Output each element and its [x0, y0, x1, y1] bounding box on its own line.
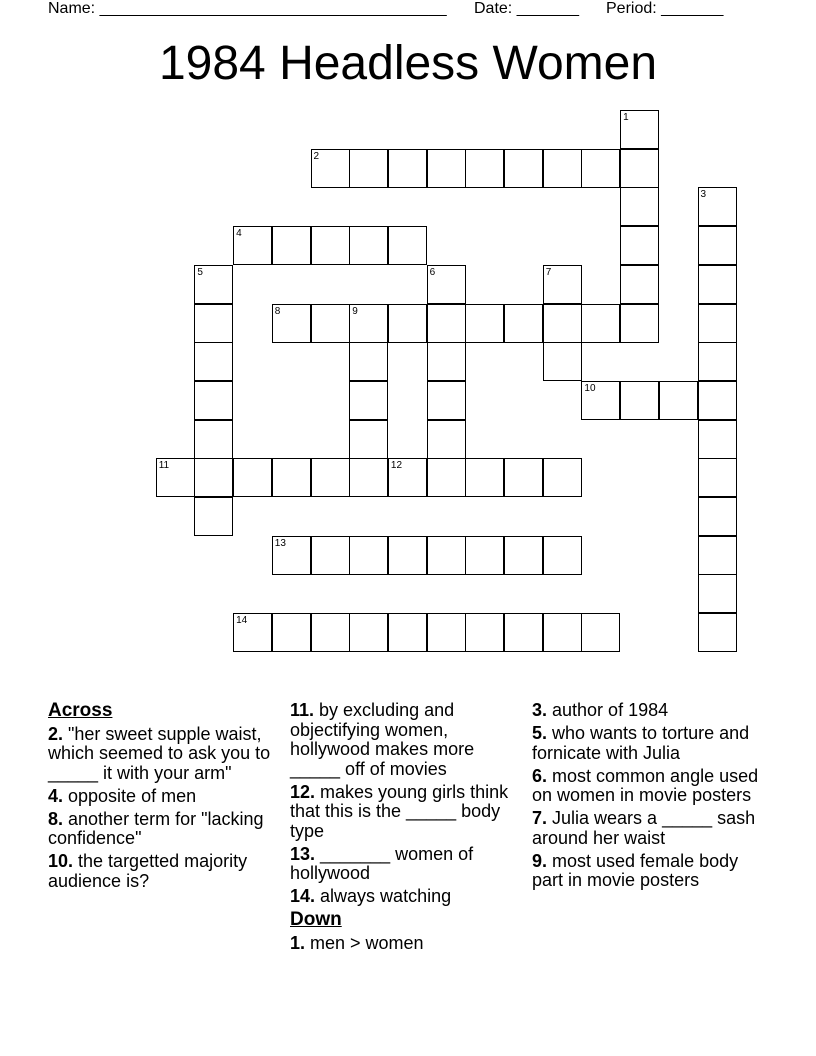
grid-cell[interactable] — [581, 149, 620, 188]
grid-cell[interactable] — [465, 613, 504, 652]
cell-number: 9 — [352, 305, 358, 317]
clue-text: author of 1984 — [547, 700, 669, 720]
cell-number: 4 — [236, 228, 242, 240]
clue-across-11 — [290, 701, 518, 779]
clue-across-4 — [48, 787, 276, 807]
grid-cell[interactable] — [349, 381, 388, 420]
grid-cell[interactable] — [272, 613, 311, 652]
grid-cell[interactable] — [349, 342, 388, 381]
grid-cell[interactable] — [427, 149, 466, 188]
clue-number: 10. — [48, 851, 74, 871]
across-heading: Across — [48, 700, 113, 721]
grid-cell[interactable] — [698, 187, 737, 226]
cell-number: 14 — [236, 615, 248, 627]
cell-number: 2 — [313, 150, 320, 162]
grid-cell[interactable] — [427, 613, 466, 652]
grid-cell[interactable] — [427, 342, 466, 381]
grid-cell[interactable] — [504, 304, 543, 343]
grid-cell[interactable] — [427, 265, 466, 304]
grid-cell[interactable] — [543, 342, 582, 381]
grid-cell[interactable] — [194, 420, 233, 459]
grid-cell[interactable] — [698, 381, 737, 420]
clue-number: 9. — [532, 850, 548, 871]
clue-number: 7. — [532, 808, 548, 828]
grid-cell[interactable] — [504, 613, 543, 652]
clue-text: _______ women of hollywood — [290, 843, 474, 883]
clue-number: 5. — [532, 723, 548, 743]
clue-across-12 — [290, 783, 518, 842]
grid-cell[interactable] — [388, 458, 427, 497]
grid-cell[interactable] — [504, 458, 543, 497]
grid-cell[interactable] — [388, 536, 427, 575]
grid-cell[interactable] — [620, 381, 659, 420]
grid-cell[interactable] — [388, 304, 427, 343]
grid-cell[interactable] — [349, 226, 388, 265]
period-field[interactable]: Period: _______ — [606, 0, 724, 17]
clue-column-1 — [48, 701, 276, 895]
grid-cell[interactable] — [581, 304, 620, 343]
clue-text: men > women — [305, 932, 424, 953]
grid-cell[interactable] — [543, 265, 582, 304]
clue-text: makes young girls think that this is the _____ body type — [290, 781, 509, 841]
name-field[interactable]: Name: _______________________________________ — [48, 0, 447, 17]
grid-cell[interactable] — [233, 226, 272, 265]
grid-cell[interactable] — [698, 613, 737, 652]
grid-cell[interactable] — [698, 304, 737, 343]
grid-cell[interactable] — [620, 226, 659, 265]
grid-cell[interactable] — [698, 458, 737, 497]
grid-cell[interactable] — [698, 574, 737, 613]
grid-cell[interactable] — [233, 458, 272, 497]
cell-number: 1 — [623, 112, 629, 123]
clue-column-3 — [532, 701, 768, 894]
grid-cell[interactable] — [620, 265, 659, 304]
clue-number: 14. — [290, 886, 316, 906]
clue-number: 6. — [532, 765, 548, 786]
clue-number: 2. — [48, 723, 64, 744]
grid-cell[interactable] — [194, 265, 233, 304]
clue-number: 1. — [290, 932, 306, 953]
cell-number: 10 — [584, 382, 596, 394]
grid-cell[interactable] — [194, 497, 233, 536]
grid-cell[interactable] — [388, 613, 427, 652]
grid-cell[interactable] — [349, 613, 388, 652]
grid-cell[interactable] — [427, 304, 466, 343]
clue-number: 4. — [48, 785, 64, 806]
grid-cell[interactable] — [543, 613, 582, 652]
clue-across-8 — [48, 810, 276, 849]
grid-cell[interactable] — [194, 458, 233, 497]
grid-cell[interactable] — [194, 304, 233, 343]
cell-number: 5 — [197, 266, 203, 278]
clue-down-1 — [290, 934, 518, 954]
grid-cell[interactable] — [620, 149, 659, 188]
grid-cell[interactable] — [311, 304, 350, 343]
cell-number: 6 — [429, 266, 436, 278]
grid-cell[interactable] — [349, 420, 388, 459]
grid-cell[interactable] — [427, 381, 466, 420]
grid-cell[interactable] — [427, 536, 466, 575]
clue-text: most used female body part in movie posters — [532, 850, 739, 890]
grid-cell[interactable] — [311, 226, 350, 265]
clue-number: 8. — [48, 808, 64, 829]
grid-cell[interactable] — [698, 265, 737, 304]
grid-cell[interactable] — [698, 497, 737, 536]
clue-text: who wants to torture and fornicate with Julia — [532, 723, 750, 763]
clue-text: always watching — [315, 886, 452, 906]
grid-cell[interactable] — [349, 458, 388, 497]
clue-across-2 — [48, 725, 276, 784]
clue-text: another term for "lacking confidence" — [48, 808, 264, 848]
grid-cell[interactable] — [349, 536, 388, 575]
grid-cell[interactable] — [543, 304, 582, 343]
grid-cell[interactable] — [427, 458, 466, 497]
date-field[interactable]: Date: _______ — [474, 0, 579, 17]
grid-cell[interactable] — [311, 613, 350, 652]
grid-cell[interactable] — [504, 536, 543, 575]
grid-cell[interactable] — [311, 536, 350, 575]
grid-cell[interactable] — [659, 381, 698, 420]
grid-cell[interactable] — [233, 613, 272, 652]
grid-cell[interactable] — [311, 149, 350, 188]
grid-cell[interactable] — [581, 613, 620, 652]
grid-cell[interactable] — [311, 458, 350, 497]
cell-number: 7 — [545, 266, 552, 278]
grid-cell[interactable] — [156, 458, 195, 497]
clue-down-5 — [532, 724, 768, 763]
clue-number: 12. — [290, 781, 316, 802]
grid-cell[interactable] — [543, 536, 582, 575]
clue-text: Julia wears a _____ sash around her waist — [532, 808, 756, 848]
clue-text: "her sweet supple waist, which seemed to ask you to _____ it with your arm" — [48, 723, 271, 783]
clue-across-14 — [290, 887, 518, 907]
clue-text: most common angle used on women in movie posters — [532, 765, 759, 805]
clue-text: the targetted majority audience is? — [48, 851, 248, 891]
grid-cell[interactable] — [272, 304, 311, 343]
grid-cell[interactable] — [465, 458, 504, 497]
grid-cell[interactable] — [698, 226, 737, 265]
grid-cell[interactable] — [698, 536, 737, 575]
grid-cell[interactable] — [388, 226, 427, 265]
clue-text: by excluding and objectifying women, hollywood makes more _____ off of movies — [290, 700, 475, 779]
clue-across-13 — [290, 845, 518, 884]
clue-down-9 — [532, 852, 768, 891]
grid-cell[interactable] — [581, 381, 620, 420]
grid-cell[interactable] — [620, 187, 659, 226]
down-heading: Down — [290, 909, 342, 930]
clue-column-2 — [290, 701, 518, 957]
clue-number: 3. — [532, 700, 548, 720]
grid-cell[interactable] — [504, 149, 543, 188]
grid-cell[interactable] — [543, 458, 582, 497]
grid-cell[interactable] — [194, 342, 233, 381]
clue-number: 11. — [290, 700, 315, 720]
grid-cell[interactable] — [698, 342, 737, 381]
grid-cell[interactable] — [272, 226, 311, 265]
cell-number: 8 — [274, 305, 281, 317]
grid-cell[interactable] — [349, 304, 388, 343]
grid-cell[interactable] — [388, 149, 427, 188]
clue-down-6 — [532, 767, 768, 806]
grid-cell[interactable] — [620, 110, 659, 149]
clue-across-10 — [48, 852, 276, 891]
grid-cell[interactable] — [272, 458, 311, 497]
grid-cell[interactable] — [272, 536, 311, 575]
clue-down-3 — [532, 701, 768, 721]
grid-cell[interactable] — [620, 304, 659, 343]
grid-cell[interactable] — [465, 149, 504, 188]
grid-cell[interactable] — [698, 420, 737, 459]
grid-cell[interactable] — [465, 536, 504, 575]
grid-cell[interactable] — [543, 149, 582, 188]
clue-text: opposite of men — [63, 785, 197, 806]
puzzle-title: 1984 Headless Women — [158, 37, 658, 90]
grid-cell[interactable] — [465, 304, 504, 343]
grid-cell[interactable] — [194, 381, 233, 420]
clue-down-7 — [532, 809, 768, 848]
grid-cell[interactable] — [427, 420, 466, 459]
cell-number: 11 — [158, 460, 170, 472]
cell-number: 3 — [700, 189, 707, 201]
clue-number: 13. — [290, 843, 316, 864]
cell-number: 13 — [274, 537, 286, 549]
grid-cell[interactable] — [349, 149, 388, 188]
cell-number: 12 — [390, 460, 403, 472]
